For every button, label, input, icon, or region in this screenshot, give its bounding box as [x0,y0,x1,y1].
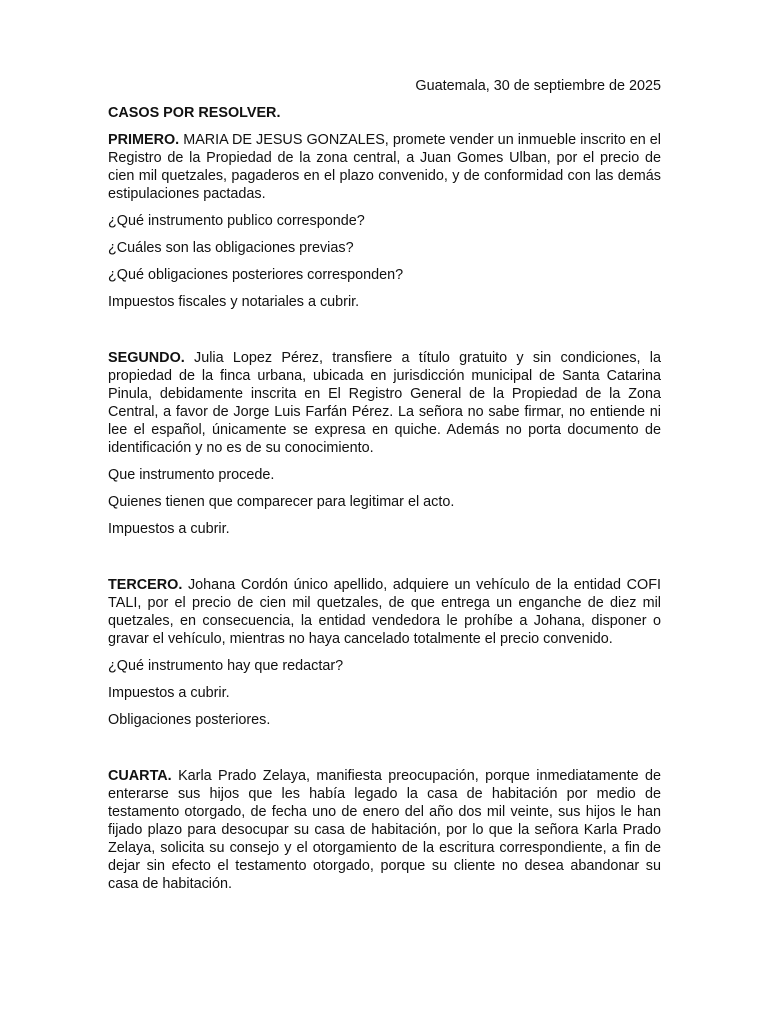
case-question: Quienes tienen que comparecer para legitimar el acto. [108,494,455,510]
case-question: ¿Qué instrumento publico corresponde? [108,213,365,229]
case-text: MARIA DE JESUS GONZALES, promete vender un inmueble inscrito en el Registro de la Propiedad de la zona central, a Juan Gomes Ulban, por el precio de cien mil quetzales, pagaderos en el plazo convenido, y de conformidad con las demás estipulaciones pactadas. [108,132,661,202]
case-paragraph [108,131,661,203]
date-line: Guatemala, 30 de septiembre de 2025 [415,78,661,94]
case-label: CUARTA. [108,768,172,784]
case-question: ¿Qué instrumento hay que redactar? [108,658,344,674]
case-text: Johana Cordón único apellido, adquiere un vehículo de la entidad COFI TALI, por el precio de cien mil quetzales, de que entrega un enganche de diez mil quetzales, en consecuencia, la entidad vendedora le prohíbe a Johana, disponer o gravar el vehículo, mientras no haya cancelado totalmente el precio convenido. [108,577,662,647]
case-label: SEGUNDO. [108,350,185,366]
case-tercero [108,576,661,729]
case-question: ¿Qué obligaciones posteriores corresponden? [108,267,404,283]
case-primero [108,131,661,311]
case-question: ¿Cuáles son las obligaciones previas? [108,240,354,256]
document-title: CASOS POR RESOLVER. [108,105,281,121]
case-label: PRIMERO. [108,132,180,148]
case-paragraph [108,349,661,457]
case-question: Impuestos fiscales y notariales a cubrir. [108,294,360,310]
case-question: Que instrumento procede. [108,467,275,483]
document-page [108,77,661,902]
case-cuarta [108,767,661,893]
case-text: Karla Prado Zelaya, manifiesta preocupación, porque inmediatamente de enterarse sus hijos que les había legado la casa de habitación por medio de testamento otorgado, de fecha uno de enero del año dos mil veinte, sus hijos le han fijado plazo para desocupar su casa de habitación, por lo que la señora Karla Prado Zelaya, solicita su consejo y el otorgamiento de la escritura correspondiente, a fin de dejar sin efecto el testamento otorgado, porque su cliente no desea abandonar su casa de habitación. [108,768,662,892]
case-label: TERCERO. [108,577,183,593]
case-paragraph [108,576,661,648]
case-question: Impuestos a cubrir. [108,521,230,537]
case-text: Julia Lopez Pérez, transfiere a título gratuito y sin condiciones, la propiedad de la finca urbana, ubicada en jurisdicción municipal de Santa Catarina Pinula, debidamente inscrita en El Registro General de la Propiedad de la Zona Central, a favor de Jorge Luis Farfán Pérez. La señora no sabe firmar, no entiende ni lee el español, únicamente se expresa en quiche. Además no porta documento de identificación y no es de su conocimiento. [108,350,662,456]
case-segundo [108,349,661,538]
case-question: Obligaciones posteriores. [108,712,271,728]
case-question: Impuestos a cubrir. [108,685,230,701]
case-paragraph [108,767,661,893]
